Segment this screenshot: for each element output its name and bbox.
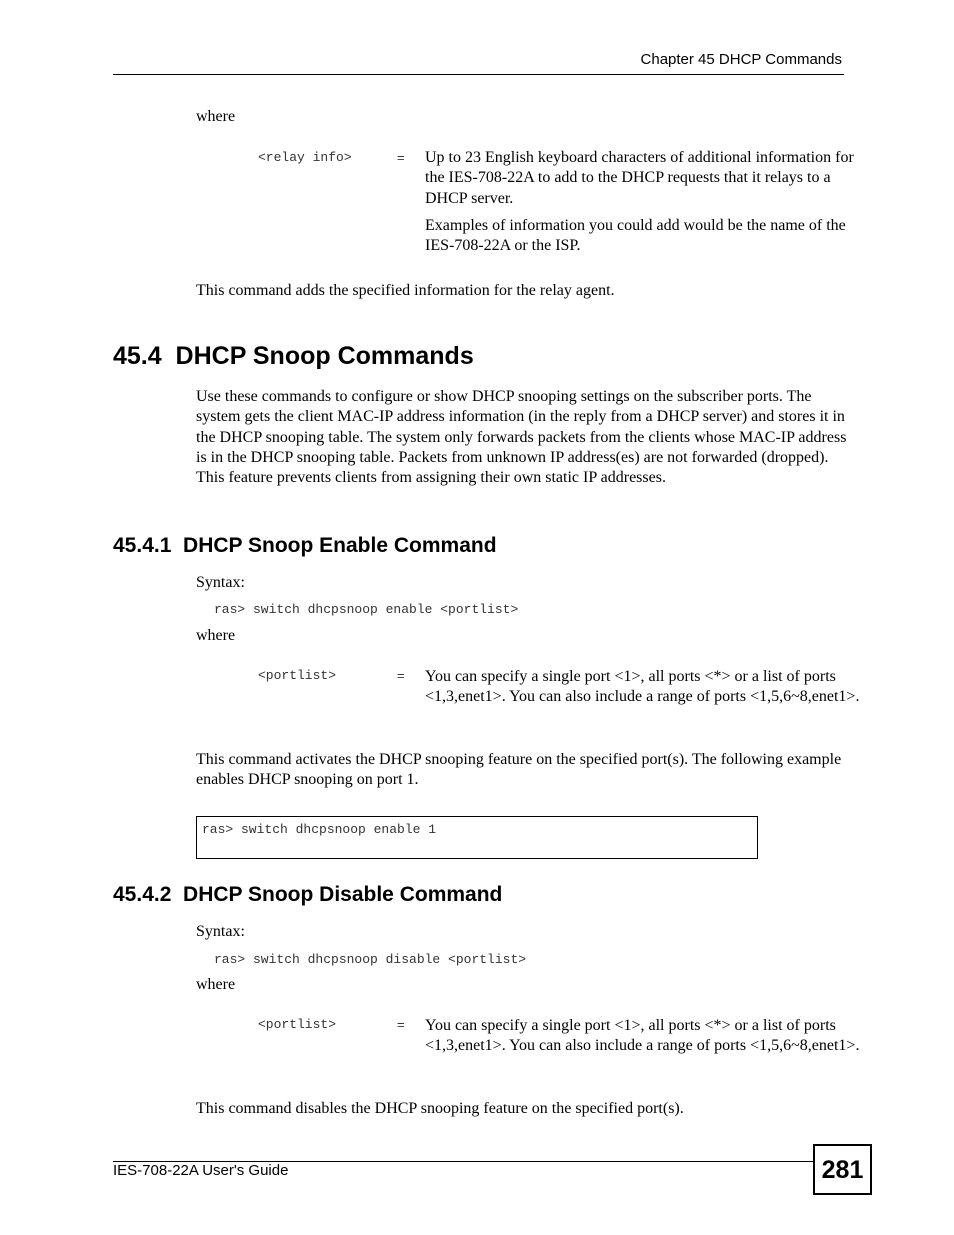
- body-paragraph: This command disables the DHCP snooping feature on the specified port(s).: [196, 1100, 684, 1117]
- header-rule: [113, 74, 844, 75]
- body-paragraph: This command activates the DHCP snooping feature on the specified port(s). The following example enables DHCP snooping on port 1.: [196, 751, 842, 789]
- where-label: where: [196, 976, 236, 993]
- running-header: Chapter 45 DHCP Commands: [640, 51, 842, 68]
- code-example: ras> switch dhcpsnoop enable 1: [202, 822, 437, 837]
- code-example-box: [196, 816, 758, 859]
- param-relay-info: <relay info>: [258, 150, 352, 165]
- param-description: You can specify a single port <1>, all ports <*> or a list of ports <1,3,enet1>. You can also include a range of ports <1,5,6~8,enet1>.: [425, 1017, 860, 1055]
- description-paragraph: Up to 23 English keyboard characters of additional information for the IES-708-22A to add to the DHCP requests that it relays to a DHCP server.: [425, 149, 854, 207]
- syntax-label: Syntax:: [196, 923, 245, 940]
- equals-sign: =: [397, 150, 405, 165]
- subsection-heading: 45.4.1 DHCP Snoop Enable Command: [113, 534, 497, 557]
- syntax-label: Syntax:: [196, 574, 245, 591]
- syntax-command: ras> switch dhcpsnoop disable <portlist>: [214, 952, 527, 967]
- page-number: 281: [813, 1144, 872, 1195]
- param-description: [425, 148, 867, 263]
- footer-guide-title: IES-708-22A User's Guide: [113, 1162, 289, 1179]
- description-paragraph: Examples of information you could add would be the name of the IES-708-22A or the ISP.: [425, 216, 846, 255]
- section-heading: 45.4 DHCP Snoop Commands: [113, 342, 474, 370]
- equals-sign: =: [397, 1017, 405, 1032]
- where-label: where: [196, 627, 236, 644]
- body-paragraph: This command adds the specified information for the relay agent.: [196, 282, 615, 299]
- where-label: where: [196, 108, 236, 125]
- param-portlist: <portlist>: [258, 668, 337, 683]
- param-description: You can specify a single port <1>, all ports <*> or a list of ports <1,3,enet1>. You can also include a range of ports <1,5,6~8,enet1>.: [425, 668, 860, 706]
- equals-sign: =: [397, 668, 405, 683]
- syntax-command: ras> switch dhcpsnoop enable <portlist>: [214, 602, 519, 617]
- param-portlist: <portlist>: [258, 1017, 337, 1032]
- body-paragraph: Use these commands to configure or show DHCP snooping settings on the subscriber ports. The system gets the client MAC-IP address information (in the reply from a DHCP server) and stores it in the DHCP snooping table. The system only forwards packets from the clients whose MAC-IP address is in the DHCP snooping table. Packets from unknown IP address(es) are not forwarded (dropped). This feature prevents clients from assigning their own static IP addresses.: [196, 388, 847, 487]
- subsection-heading: 45.4.2 DHCP Snoop Disable Command: [113, 883, 503, 906]
